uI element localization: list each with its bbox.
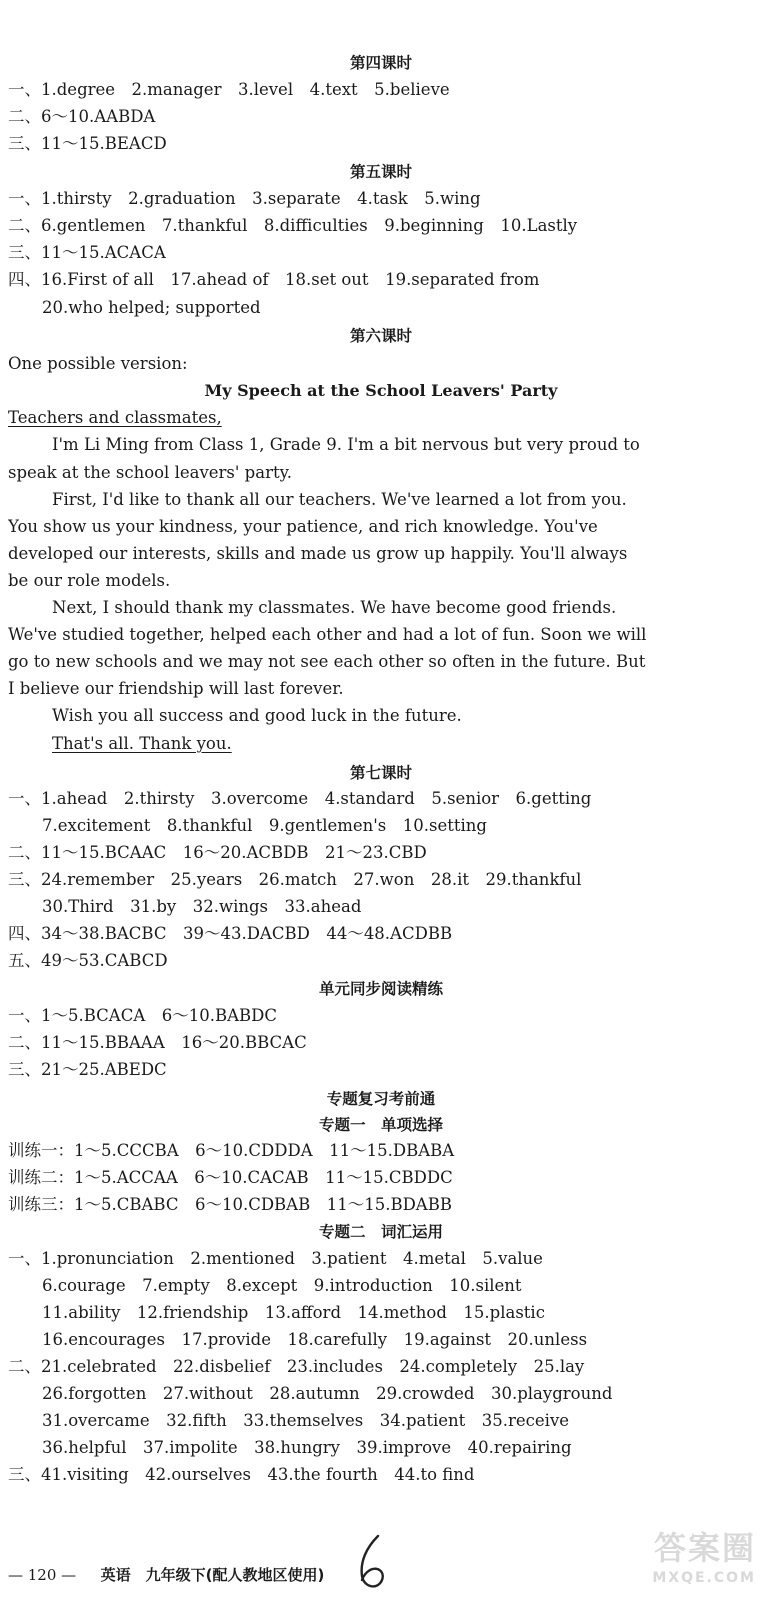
answer-line: 二、6～10.AABDA (8, 107, 156, 126)
answer-line: 三、21～25.ABEDC (8, 1060, 167, 1079)
essay-line: go to new schools and we may not see each other so often in the future. But (8, 652, 646, 671)
section-title-lesson4: 第四课时 (349, 54, 412, 72)
section-title-topic1: 专题一 单项选择 (318, 1116, 443, 1134)
section-title-topic2: 专题二 词汇运用 (318, 1223, 443, 1241)
section-title-lesson7: 第七课时 (349, 764, 412, 782)
answer-line: 一、1.thirsty 2.graduation 3.separate 4.task 5.wing (8, 189, 481, 208)
watermark (586, 1528, 756, 1596)
answer-line: 16.encourages 17.provide 18.carefully 19.against 20.unless (42, 1330, 588, 1349)
answer-line: 一、1.ahead 2.thirsty 3.overcome 4.standard 5.senior 6.getting (8, 789, 592, 808)
answer-line: 三、41.visiting 42.ourselves 43.the fourth 44.to find (8, 1465, 475, 1484)
essay-line: First, I'd like to thank all our teachers. We've learned a lot from you. (52, 490, 627, 509)
essay-line: You show us your kindness, your patience, and rich knowledge. You've (8, 517, 598, 536)
answer-line: 26.forgotten 27.without 28.autumn 29.crowded 30.playground (42, 1384, 613, 1403)
essay-line: I believe our friendship will last forever. (8, 679, 344, 698)
book-subject: 英语 九年级下(配人教地区使用) (100, 1566, 325, 1584)
answer-line: 训练二：1～5.ACCAA 6～10.CACAB 11～15.CBDDC (8, 1168, 453, 1187)
answer-line: 训练三：1～5.CBABC 6～10.CDBAB 11～15.BDABB (8, 1195, 452, 1214)
answer-line: 一、1.pronunciation 2.mentioned 3.patient 4.metal 5.value (8, 1249, 543, 1268)
answer-line: 二、21.celebrated 22.disbelief 23.includes 24.completely 25.lay (8, 1357, 585, 1376)
handwritten-number-mark (352, 1530, 392, 1596)
watermark-logo-text: 答案圈 (653, 1529, 756, 1567)
essay-title: My Speech at the School Leavers' Party (204, 381, 558, 400)
answer-line: 三、24.remember 25.years 26.match 27.won 28.it 29.thankful (8, 870, 582, 889)
essay-closing: That's all. Thank you. (52, 734, 232, 753)
answer-line: 11.ability 12.friendship 13.afford 14.method 15.plastic (42, 1303, 545, 1322)
essay-line: Wish you all success and good luck in the future. (52, 706, 462, 725)
answer-line: 7.excitement 8.thankful 9.gentlemen's 10.setting (42, 816, 487, 835)
answer-line: 31.overcame 32.fifth 33.themselves 34.patient 35.receive (42, 1411, 570, 1430)
answer-line: 20.who helped; supported (42, 298, 261, 317)
watermark-url: MXQE.COM (652, 1570, 756, 1586)
essay-line: We've studied together, helped each other and had a lot of fun. Soon we will (8, 625, 647, 644)
section-title-lesson6: 第六课时 (349, 327, 412, 345)
answer-line: 一、1.degree 2.manager 3.level 4.text 5.believe (8, 80, 450, 99)
answer-line: 二、11～15.BCAAC 16～20.ACBDB 21～23.CBD (8, 843, 427, 862)
page-number: — 120 — (8, 1566, 77, 1584)
essay-line: developed our interests, skills and made us grow up happily. You'll always (8, 544, 628, 563)
answer-line: 五、49～53.CABCD (8, 951, 168, 970)
section-title-review: 专题复习考前通 (326, 1090, 436, 1108)
essay-salutation: Teachers and classmates, (8, 408, 222, 427)
essay-line: Next, I should thank my classmates. We have become good friends. (52, 598, 617, 617)
answer-line: 四、16.First of all 17.ahead of 18.set out 19.separated from (8, 270, 540, 289)
answer-line: 30.Third 31.by 32.wings 33.ahead (42, 897, 362, 916)
answer-line: 三、11～15.ACACA (8, 243, 166, 262)
essay-line: speak at the school leavers' party. (8, 463, 292, 482)
answer-line: 二、11～15.BBAAA 16～20.BBCAC (8, 1033, 307, 1052)
answer-line: 训练一：1～5.CCCBA 6～10.CDDDA 11～15.DBABA (8, 1141, 455, 1160)
answer-line: 一、1～5.BCACA 6～10.BABDC (8, 1006, 278, 1025)
essay-line: I'm Li Ming from Class 1, Grade 9. I'm a bit nervous but very proud to (52, 435, 640, 454)
page-footer (8, 1562, 324, 1588)
answer-line: 6.courage 7.empty 8.except 9.introduction 10.silent (42, 1276, 522, 1295)
answer-line: 四、34～38.BACBC 39～43.DACBD 44～48.ACDBB (8, 924, 453, 943)
section-title-unit-reading: 单元同步阅读精练 (318, 980, 443, 998)
section-title-lesson5: 第五课时 (349, 163, 412, 181)
answer-line: 二、6.gentlemen 7.thankful 8.difficulties 9.beginning 10.Lastly (8, 216, 578, 235)
essay-intro: One possible version: (8, 354, 188, 373)
answer-line: 三、11～15.BEACD (8, 134, 167, 153)
essay-line: be our role models. (8, 571, 171, 590)
answer-line: 36.helpful 37.impolite 38.hungry 39.improve 40.repairing (42, 1438, 572, 1457)
